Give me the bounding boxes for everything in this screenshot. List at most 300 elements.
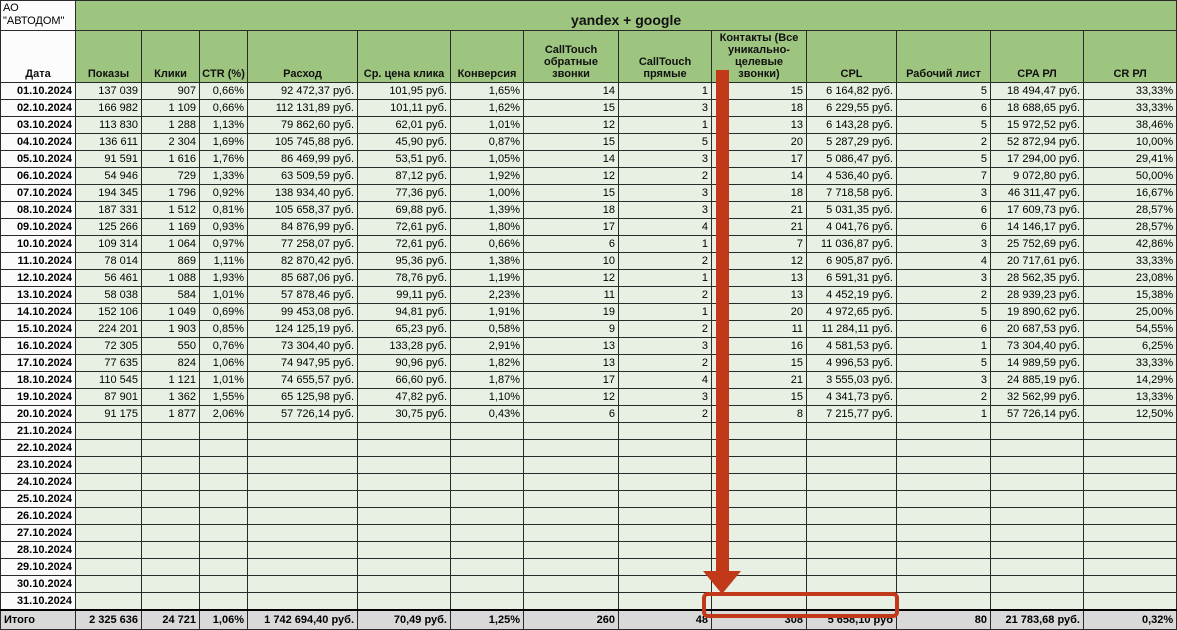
value-cell[interactable]: 124 125,19 руб. — [248, 321, 358, 338]
totals-value[interactable]: 1,06% — [200, 610, 248, 630]
value-cell[interactable] — [358, 525, 451, 542]
date-cell[interactable]: 19.10.2024 — [1, 389, 76, 406]
column-header-6[interactable]: Конверсия — [451, 31, 524, 83]
value-cell[interactable]: 15 — [524, 185, 619, 202]
value-cell[interactable]: 6 229,55 руб. — [807, 100, 897, 117]
value-cell[interactable]: 28,57% — [1084, 202, 1177, 219]
value-cell[interactable] — [897, 576, 991, 593]
value-cell[interactable]: 2,23% — [451, 287, 524, 304]
value-cell[interactable]: 13 — [524, 338, 619, 355]
value-cell[interactable]: 12,50% — [1084, 406, 1177, 423]
value-cell[interactable] — [76, 457, 142, 474]
value-cell[interactable]: 2 — [619, 321, 712, 338]
value-cell[interactable]: 869 — [142, 253, 200, 270]
value-cell[interactable]: 20 — [712, 134, 807, 151]
value-cell[interactable]: 99,11 руб. — [358, 287, 451, 304]
value-cell[interactable]: 1,00% — [451, 185, 524, 202]
value-cell[interactable]: 109 314 — [76, 236, 142, 253]
value-cell[interactable] — [897, 525, 991, 542]
value-cell[interactable] — [1084, 525, 1177, 542]
value-cell[interactable]: 20 — [712, 304, 807, 321]
value-cell[interactable]: 91 591 — [76, 151, 142, 168]
value-cell[interactable]: 0,66% — [200, 83, 248, 100]
date-cell[interactable]: 12.10.2024 — [1, 270, 76, 287]
value-cell[interactable]: 21 — [712, 372, 807, 389]
column-header-1[interactable]: Показы — [76, 31, 142, 83]
value-cell[interactable]: 224 201 — [76, 321, 142, 338]
totals-value[interactable]: 21 783,68 руб. — [991, 610, 1084, 630]
value-cell[interactable] — [248, 474, 358, 491]
value-cell[interactable]: 3 — [897, 185, 991, 202]
date-cell[interactable]: 31.10.2024 — [1, 593, 76, 610]
value-cell[interactable]: 1,19% — [451, 270, 524, 287]
value-cell[interactable]: 54 946 — [76, 168, 142, 185]
value-cell[interactable]: 1,01% — [451, 117, 524, 134]
value-cell[interactable]: 18 — [712, 185, 807, 202]
value-cell[interactable]: 1 169 — [142, 219, 200, 236]
value-cell[interactable]: 73 304,40 руб. — [248, 338, 358, 355]
value-cell[interactable]: 6 905,87 руб. — [807, 253, 897, 270]
value-cell[interactable]: 6 143,28 руб. — [807, 117, 897, 134]
value-cell[interactable] — [76, 593, 142, 610]
value-cell[interactable]: 19 890,62 руб. — [991, 304, 1084, 321]
value-cell[interactable]: 14 989,59 руб. — [991, 355, 1084, 372]
value-cell[interactable]: 5 031,35 руб. — [807, 202, 897, 219]
value-cell[interactable]: 65,23 руб. — [358, 321, 451, 338]
value-cell[interactable]: 92 472,37 руб. — [248, 83, 358, 100]
value-cell[interactable] — [524, 491, 619, 508]
value-cell[interactable] — [1084, 423, 1177, 440]
value-cell[interactable]: 0,66% — [451, 236, 524, 253]
value-cell[interactable] — [897, 491, 991, 508]
value-cell[interactable]: 74 947,95 руб. — [248, 355, 358, 372]
date-cell[interactable]: 25.10.2024 — [1, 491, 76, 508]
totals-value[interactable]: 308 — [712, 610, 807, 630]
value-cell[interactable]: 2 — [619, 168, 712, 185]
value-cell[interactable]: 16,67% — [1084, 185, 1177, 202]
value-cell[interactable]: 2 — [619, 355, 712, 372]
value-cell[interactable]: 9 072,80 руб. — [991, 168, 1084, 185]
value-cell[interactable]: 187 331 — [76, 202, 142, 219]
value-cell[interactable]: 133,28 руб. — [358, 338, 451, 355]
value-cell[interactable]: 1,62% — [451, 100, 524, 117]
totals-value[interactable]: 1,25% — [451, 610, 524, 630]
value-cell[interactable]: 7 215,77 руб. — [807, 406, 897, 423]
date-cell[interactable]: 30.10.2024 — [1, 576, 76, 593]
value-cell[interactable]: 110 545 — [76, 372, 142, 389]
value-cell[interactable] — [142, 508, 200, 525]
value-cell[interactable]: 6 — [897, 321, 991, 338]
value-cell[interactable]: 0,43% — [451, 406, 524, 423]
value-cell[interactable]: 4 041,76 руб. — [807, 219, 897, 236]
value-cell[interactable]: 52 872,94 руб. — [991, 134, 1084, 151]
value-cell[interactable]: 62,01 руб. — [358, 117, 451, 134]
value-cell[interactable] — [200, 508, 248, 525]
value-cell[interactable]: 8 — [712, 406, 807, 423]
value-cell[interactable]: 14 146,17 руб. — [991, 219, 1084, 236]
value-cell[interactable]: 1,11% — [200, 253, 248, 270]
value-cell[interactable]: 138 934,40 руб. — [248, 185, 358, 202]
value-cell[interactable]: 25 752,69 руб. — [991, 236, 1084, 253]
value-cell[interactable] — [142, 576, 200, 593]
value-cell[interactable] — [200, 525, 248, 542]
value-cell[interactable]: 1 288 — [142, 117, 200, 134]
value-cell[interactable] — [991, 457, 1084, 474]
value-cell[interactable]: 584 — [142, 287, 200, 304]
value-cell[interactable]: 18 688,65 руб. — [991, 100, 1084, 117]
value-cell[interactable]: 0,81% — [200, 202, 248, 219]
value-cell[interactable]: 17 294,00 руб. — [991, 151, 1084, 168]
value-cell[interactable] — [619, 423, 712, 440]
value-cell[interactable]: 5 — [897, 83, 991, 100]
value-cell[interactable]: 30,75 руб. — [358, 406, 451, 423]
value-cell[interactable] — [200, 559, 248, 576]
value-cell[interactable] — [248, 525, 358, 542]
totals-value[interactable]: 48 — [619, 610, 712, 630]
date-cell[interactable]: 13.10.2024 — [1, 287, 76, 304]
value-cell[interactable]: 33,33% — [1084, 253, 1177, 270]
value-cell[interactable]: 38,46% — [1084, 117, 1177, 134]
date-cell[interactable]: 29.10.2024 — [1, 559, 76, 576]
value-cell[interactable]: 1 — [619, 304, 712, 321]
value-cell[interactable]: 5 287,29 руб. — [807, 134, 897, 151]
value-cell[interactable]: 56 461 — [76, 270, 142, 287]
value-cell[interactable] — [897, 440, 991, 457]
value-cell[interactable]: 18 — [712, 100, 807, 117]
value-cell[interactable]: 1,91% — [451, 304, 524, 321]
column-header-7[interactable]: CallTouch обратные звонки — [524, 31, 619, 83]
value-cell[interactable]: 2 — [619, 406, 712, 423]
value-cell[interactable] — [712, 508, 807, 525]
value-cell[interactable] — [1084, 474, 1177, 491]
value-cell[interactable] — [1084, 593, 1177, 610]
value-cell[interactable] — [524, 457, 619, 474]
value-cell[interactable] — [451, 440, 524, 457]
value-cell[interactable] — [807, 559, 897, 576]
value-cell[interactable]: 28 562,35 руб. — [991, 270, 1084, 287]
totals-value[interactable]: 5 658,10 руб — [807, 610, 897, 630]
value-cell[interactable]: 1,82% — [451, 355, 524, 372]
value-cell[interactable] — [991, 508, 1084, 525]
date-cell[interactable]: 05.10.2024 — [1, 151, 76, 168]
value-cell[interactable]: 77,36 руб. — [358, 185, 451, 202]
value-cell[interactable] — [248, 576, 358, 593]
value-cell[interactable] — [76, 559, 142, 576]
value-cell[interactable] — [619, 457, 712, 474]
value-cell[interactable] — [991, 440, 1084, 457]
value-cell[interactable]: 17 — [524, 219, 619, 236]
value-cell[interactable]: 6 — [524, 406, 619, 423]
value-cell[interactable]: 4 536,40 руб. — [807, 168, 897, 185]
value-cell[interactable] — [897, 457, 991, 474]
value-cell[interactable]: 4 — [897, 253, 991, 270]
value-cell[interactable]: 7 — [897, 168, 991, 185]
value-cell[interactable]: 18 494,47 руб. — [991, 83, 1084, 100]
value-cell[interactable]: 907 — [142, 83, 200, 100]
value-cell[interactable]: 11 — [712, 321, 807, 338]
value-cell[interactable]: 23,08% — [1084, 270, 1177, 287]
value-cell[interactable]: 12 — [524, 168, 619, 185]
date-cell[interactable]: 23.10.2024 — [1, 457, 76, 474]
value-cell[interactable]: 1 — [619, 117, 712, 134]
value-cell[interactable]: 28,57% — [1084, 219, 1177, 236]
value-cell[interactable]: 1,01% — [200, 287, 248, 304]
date-cell[interactable]: 24.10.2024 — [1, 474, 76, 491]
value-cell[interactable]: 105 658,37 руб. — [248, 202, 358, 219]
value-cell[interactable]: 77 635 — [76, 355, 142, 372]
value-cell[interactable]: 5 — [897, 117, 991, 134]
value-cell[interactable]: 57 878,46 руб. — [248, 287, 358, 304]
date-cell[interactable]: 16.10.2024 — [1, 338, 76, 355]
value-cell[interactable]: 74 655,57 руб. — [248, 372, 358, 389]
date-cell[interactable]: 03.10.2024 — [1, 117, 76, 134]
value-cell[interactable] — [712, 542, 807, 559]
value-cell[interactable] — [76, 542, 142, 559]
value-cell[interactable]: 5 — [897, 304, 991, 321]
value-cell[interactable]: 1,80% — [451, 219, 524, 236]
value-cell[interactable] — [524, 508, 619, 525]
value-cell[interactable]: 2,06% — [200, 406, 248, 423]
value-cell[interactable] — [358, 474, 451, 491]
value-cell[interactable] — [1084, 457, 1177, 474]
value-cell[interactable]: 1 877 — [142, 406, 200, 423]
value-cell[interactable] — [358, 423, 451, 440]
value-cell[interactable]: 32 562,99 руб. — [991, 389, 1084, 406]
value-cell[interactable] — [619, 491, 712, 508]
totals-value[interactable]: 24 721 — [142, 610, 200, 630]
date-cell[interactable]: 02.10.2024 — [1, 100, 76, 117]
value-cell[interactable] — [991, 576, 1084, 593]
value-cell[interactable]: 15 — [524, 100, 619, 117]
value-cell[interactable]: 45,90 руб. — [358, 134, 451, 151]
value-cell[interactable] — [524, 423, 619, 440]
value-cell[interactable]: 3 — [619, 100, 712, 117]
value-cell[interactable] — [619, 440, 712, 457]
value-cell[interactable]: 13 — [712, 287, 807, 304]
value-cell[interactable] — [991, 491, 1084, 508]
value-cell[interactable] — [451, 525, 524, 542]
value-cell[interactable]: 0,76% — [200, 338, 248, 355]
value-cell[interactable] — [807, 491, 897, 508]
value-cell[interactable]: 72,61 руб. — [358, 236, 451, 253]
value-cell[interactable]: 1 — [619, 83, 712, 100]
date-cell[interactable]: 11.10.2024 — [1, 253, 76, 270]
value-cell[interactable]: 6 — [524, 236, 619, 253]
value-cell[interactable]: 54,55% — [1084, 321, 1177, 338]
value-cell[interactable]: 65 125,98 руб. — [248, 389, 358, 406]
value-cell[interactable]: 9 — [524, 321, 619, 338]
column-header-12[interactable]: CPA РЛ — [991, 31, 1084, 83]
value-cell[interactable]: 6 — [897, 219, 991, 236]
value-cell[interactable]: 18 — [524, 202, 619, 219]
value-cell[interactable] — [200, 457, 248, 474]
value-cell[interactable]: 194 345 — [76, 185, 142, 202]
value-cell[interactable]: 2 — [897, 134, 991, 151]
value-cell[interactable]: 166 982 — [76, 100, 142, 117]
value-cell[interactable]: 57 726,14 руб. — [991, 406, 1084, 423]
value-cell[interactable]: 0,97% — [200, 236, 248, 253]
value-cell[interactable]: 5 — [897, 151, 991, 168]
date-cell[interactable]: 10.10.2024 — [1, 236, 76, 253]
value-cell[interactable] — [807, 508, 897, 525]
value-cell[interactable] — [991, 525, 1084, 542]
value-cell[interactable] — [807, 440, 897, 457]
value-cell[interactable]: 1 — [897, 338, 991, 355]
value-cell[interactable] — [358, 593, 451, 610]
value-cell[interactable] — [200, 576, 248, 593]
value-cell[interactable]: 13 — [712, 270, 807, 287]
value-cell[interactable]: 1,69% — [200, 134, 248, 151]
value-cell[interactable]: 24 885,19 руб. — [991, 372, 1084, 389]
value-cell[interactable] — [897, 474, 991, 491]
value-cell[interactable] — [712, 525, 807, 542]
value-cell[interactable]: 12 — [712, 253, 807, 270]
value-cell[interactable] — [524, 559, 619, 576]
value-cell[interactable] — [619, 525, 712, 542]
date-cell[interactable]: 09.10.2024 — [1, 219, 76, 236]
value-cell[interactable] — [619, 593, 712, 610]
value-cell[interactable]: 17 — [712, 151, 807, 168]
value-cell[interactable] — [1084, 559, 1177, 576]
value-cell[interactable]: 1 064 — [142, 236, 200, 253]
value-cell[interactable]: 3 — [619, 185, 712, 202]
value-cell[interactable] — [248, 457, 358, 474]
value-cell[interactable]: 4 972,65 руб. — [807, 304, 897, 321]
value-cell[interactable] — [619, 542, 712, 559]
value-cell[interactable] — [897, 593, 991, 610]
value-cell[interactable] — [712, 593, 807, 610]
value-cell[interactable]: 1,13% — [200, 117, 248, 134]
value-cell[interactable] — [524, 576, 619, 593]
column-header-8[interactable]: CallTouch прямые — [619, 31, 712, 83]
value-cell[interactable] — [1084, 508, 1177, 525]
value-cell[interactable]: 79 862,60 руб. — [248, 117, 358, 134]
value-cell[interactable]: 82 870,42 руб. — [248, 253, 358, 270]
value-cell[interactable]: 101,95 руб. — [358, 83, 451, 100]
value-cell[interactable]: 4 — [619, 219, 712, 236]
value-cell[interactable]: 1,33% — [200, 168, 248, 185]
value-cell[interactable] — [451, 423, 524, 440]
value-cell[interactable]: 3 — [619, 151, 712, 168]
totals-label[interactable]: Итого — [1, 610, 76, 630]
value-cell[interactable]: 19 — [524, 304, 619, 321]
value-cell[interactable]: 2 — [619, 287, 712, 304]
value-cell[interactable]: 58 038 — [76, 287, 142, 304]
value-cell[interactable] — [358, 457, 451, 474]
value-cell[interactable]: 10 — [524, 253, 619, 270]
value-cell[interactable] — [142, 542, 200, 559]
value-cell[interactable]: 33,33% — [1084, 100, 1177, 117]
column-header-5[interactable]: Ср. цена клика — [358, 31, 451, 83]
value-cell[interactable] — [76, 423, 142, 440]
value-cell[interactable] — [142, 593, 200, 610]
value-cell[interactable]: 42,86% — [1084, 236, 1177, 253]
value-cell[interactable] — [76, 474, 142, 491]
value-cell[interactable]: 11 284,11 руб. — [807, 321, 897, 338]
value-cell[interactable] — [200, 423, 248, 440]
value-cell[interactable]: 1,92% — [451, 168, 524, 185]
value-cell[interactable]: 2 — [897, 287, 991, 304]
column-header-9[interactable]: Контакты (Все уникально-целевые звонки) — [712, 31, 807, 83]
value-cell[interactable]: 53,51 руб. — [358, 151, 451, 168]
value-cell[interactable]: 1,38% — [451, 253, 524, 270]
value-cell[interactable] — [807, 542, 897, 559]
value-cell[interactable] — [76, 440, 142, 457]
value-cell[interactable]: 1 512 — [142, 202, 200, 219]
value-cell[interactable]: 6 — [897, 100, 991, 117]
value-cell[interactable]: 0,69% — [200, 304, 248, 321]
value-cell[interactable]: 87 901 — [76, 389, 142, 406]
value-cell[interactable] — [524, 474, 619, 491]
value-cell[interactable]: 11 — [524, 287, 619, 304]
value-cell[interactable]: 12 — [524, 117, 619, 134]
value-cell[interactable]: 1,93% — [200, 270, 248, 287]
date-cell[interactable]: 18.10.2024 — [1, 372, 76, 389]
value-cell[interactable] — [712, 423, 807, 440]
value-cell[interactable]: 21 — [712, 219, 807, 236]
column-header-0[interactable]: Дата — [1, 31, 76, 83]
value-cell[interactable] — [248, 593, 358, 610]
value-cell[interactable]: 0,93% — [200, 219, 248, 236]
value-cell[interactable]: 0,87% — [451, 134, 524, 151]
value-cell[interactable]: 1,76% — [200, 151, 248, 168]
value-cell[interactable]: 25,00% — [1084, 304, 1177, 321]
value-cell[interactable] — [142, 457, 200, 474]
value-cell[interactable]: 1 903 — [142, 321, 200, 338]
value-cell[interactable]: 4 341,73 руб. — [807, 389, 897, 406]
date-cell[interactable]: 27.10.2024 — [1, 525, 76, 542]
value-cell[interactable]: 3 555,03 руб. — [807, 372, 897, 389]
value-cell[interactable] — [712, 491, 807, 508]
value-cell[interactable]: 63 509,59 руб. — [248, 168, 358, 185]
date-cell[interactable]: 15.10.2024 — [1, 321, 76, 338]
value-cell[interactable] — [991, 559, 1084, 576]
value-cell[interactable]: 15 972,52 руб. — [991, 117, 1084, 134]
value-cell[interactable]: 13 — [712, 117, 807, 134]
value-cell[interactable] — [248, 542, 358, 559]
value-cell[interactable]: 1 088 — [142, 270, 200, 287]
date-cell[interactable]: 08.10.2024 — [1, 202, 76, 219]
value-cell[interactable]: 84 876,99 руб. — [248, 219, 358, 236]
value-cell[interactable]: 1 — [619, 270, 712, 287]
value-cell[interactable]: 99 453,08 руб. — [248, 304, 358, 321]
value-cell[interactable] — [712, 457, 807, 474]
value-cell[interactable] — [1084, 542, 1177, 559]
value-cell[interactable]: 5 086,47 руб. — [807, 151, 897, 168]
date-cell[interactable]: 28.10.2024 — [1, 542, 76, 559]
value-cell[interactable]: 20 687,53 руб. — [991, 321, 1084, 338]
value-cell[interactable]: 550 — [142, 338, 200, 355]
value-cell[interactable] — [451, 576, 524, 593]
value-cell[interactable]: 1,06% — [200, 355, 248, 372]
value-cell[interactable]: 2 — [897, 389, 991, 406]
value-cell[interactable] — [897, 559, 991, 576]
value-cell[interactable]: 17 — [524, 372, 619, 389]
value-cell[interactable]: 0,66% — [200, 100, 248, 117]
value-cell[interactable]: 3 — [619, 202, 712, 219]
value-cell[interactable] — [619, 474, 712, 491]
value-cell[interactable]: 87,12 руб. — [358, 168, 451, 185]
value-cell[interactable]: 14,29% — [1084, 372, 1177, 389]
value-cell[interactable]: 13,33% — [1084, 389, 1177, 406]
value-cell[interactable] — [76, 491, 142, 508]
value-cell[interactable]: 0,85% — [200, 321, 248, 338]
value-cell[interactable]: 1,01% — [200, 372, 248, 389]
column-header-4[interactable]: Расход — [248, 31, 358, 83]
value-cell[interactable] — [76, 525, 142, 542]
value-cell[interactable] — [524, 440, 619, 457]
value-cell[interactable] — [897, 423, 991, 440]
